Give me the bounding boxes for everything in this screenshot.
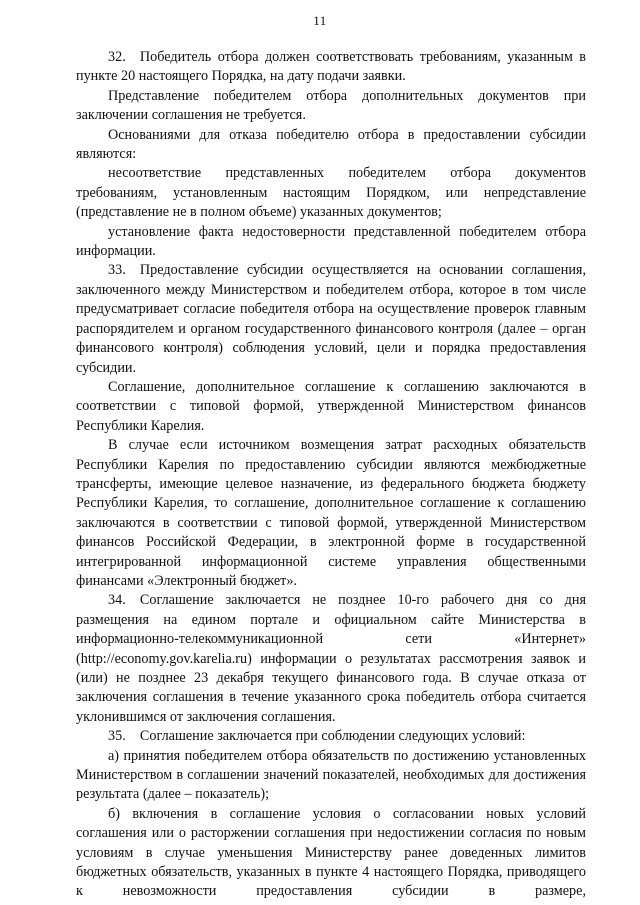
paragraph-additional-documents: Представление победителем отбора дополнительных документов при заключении соглашения не требуется. xyxy=(76,87,586,124)
page-number: 11 xyxy=(313,13,327,28)
paragraph-refusal-ground-1: несоответствие представленных победителем отбора документов требованиям, установленным настоящим Порядком, или непредставление (представление не в полном объеме) указанных документов; xyxy=(76,165,586,221)
paragraph-condition-b: б) включения в соглашение условия о согласовании новых условий соглашения или о расторжении соглашения при недостижении согласия по новым условиям в случае уменьшения Министерству ранее доведенных лимитов бюджетных обязательств, указанных в пункте 4 настоящего Порядка, приводящего к невозможности предоставления субсидии в размере, xyxy=(76,805,586,900)
paragraph-refusal-grounds: Основаниями для отказа победителю отбора в предоставлении субсидии являются: xyxy=(76,126,586,163)
paragraph-33: 33. Предоставление субсидии осуществляется на основании соглашения, заключенного между Министерством и победителем отбора, которое в том числе предусматривает согласие победителя отбора на осуществление проверок главным распорядителем и органом государственного финансового контроля (далее – орган финансового контроля) соблюдения условий, цели и порядка предоставления субсидии. xyxy=(76,262,586,376)
paragraph-condition-a: а) принятия победителем отбора обязательств по достижению установленных Министерством в соглашении значений показателей, необходимых для достижения результата (далее – показатель); xyxy=(76,747,586,803)
paragraph-35: 35. Соглашение заключается при соблюдении следующих условий: xyxy=(108,728,526,745)
paragraph-32: 32. Победитель отбора должен соответствовать требованиям, указанным в пункте 20 настоящего Порядка, на дату подачи заявки. xyxy=(76,49,586,85)
paragraph-agreement-form: Соглашение, дополнительное соглашение к соглашению заключаются в соответствии с типовой формой, утвержденной Министерством финансов Республики Карелия. xyxy=(76,378,586,434)
paragraph-refusal-ground-2: установление факта недостоверности представленной победителем отбора информации. xyxy=(76,223,586,260)
document-body xyxy=(76,48,586,902)
paragraph-34: 34. Соглашение заключается не позднее 10-го рабочего дня со дня размещения на едином портале и официальном сайте Министерства в информационно-телекоммуникационной сети «Интернет» (http://economy.gov.karelia.ru) информации о результатах рассмотрения заявок и (или) не позднее 23 декабря текущего финансового года. В случае отказа от заключения соглашения в течение указанного срока победитель отбора считается уклонившимся от заключения соглашения. xyxy=(76,592,586,725)
paragraph-interbudget-transfers: В случае если источником возмещения затрат расходных обязательств Республики Карелия по предоставлению субсидии являются межбюджетные трансферты, имеющие целевое назначение, из федерального бюджета бюджету Республики Карелия, то соглашение, дополнительное соглашение к соглашению заключаются в соответствии с типовой формой, утвержденной Министерством финансов Российской Федерации, в электронной форме в государственной интегрированной информационной системе управления общественными финансами «Электронный бюджет». xyxy=(76,437,586,589)
